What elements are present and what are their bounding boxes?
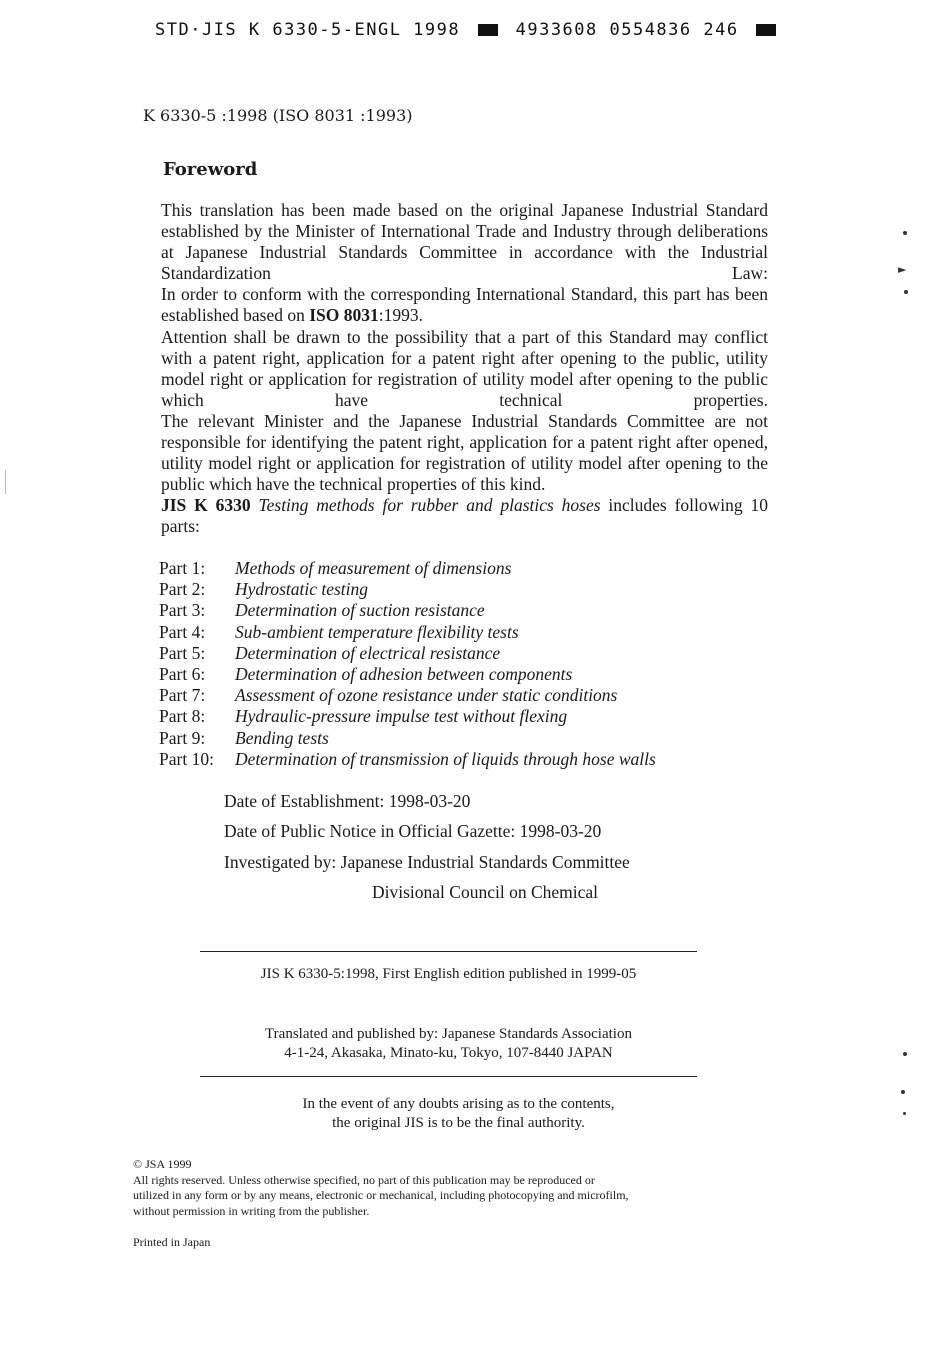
paragraph-iso-conformity (161, 284, 768, 326)
list-item (159, 622, 656, 643)
header-code-right: 4933608 0554836 246 (515, 20, 739, 40)
paragraph-patent-attention: Attention shall be drawn to the possibility that a part of this Standard may conflict with a patent right, application for a patent right after opening to the public, utility model right or application for registration of utility model after opening to the public which have technical properties. (161, 326, 768, 410)
foreword-body (161, 200, 768, 538)
list-item (159, 558, 656, 579)
part-number: Part 5: (159, 642, 206, 663)
part-number: Part 1: (159, 558, 206, 578)
rights-line: utilized in any form or by any means, electronic or mechanical, including photocopying and microfilm, (133, 1188, 629, 1202)
header-code (155, 20, 782, 40)
paragraph-responsibility: The relevant Minister and the Japanese Industrial Standards Committee are not responsible for identifying the patent right, application for a patent right after opened, utility model right or application for registration of utility model after opening to the public which have the technical properties of this kind. (161, 410, 768, 495)
part-title: Determination of electrical resistance (235, 642, 501, 663)
divider-bottom (200, 1076, 697, 1077)
list-item (159, 685, 656, 706)
publisher-line: Translated and published by: Japanese Standards Association (265, 1026, 632, 1042)
part-title: Determination of adhesion between components (235, 664, 573, 685)
edition-note: JIS K 6330-5:1998, First English edition published in 1999-05 (260, 966, 637, 982)
authority-note-line1: In the event of any doubts arising as to the contents, (302, 1096, 615, 1112)
list-item (159, 706, 656, 727)
scan-speck-icon (903, 231, 907, 235)
divisional-council: Divisional Council on Chemical (372, 882, 599, 902)
establishment-date: Date of Establishment: 1998-03-20 (224, 791, 471, 811)
scan-speck-icon (903, 1052, 907, 1056)
iso-year: :1993. (378, 305, 424, 326)
part-title: Hydraulic-pressure impulse test without flexing (235, 706, 568, 727)
rights-line: without permission in writing from the publisher. (133, 1203, 370, 1218)
paragraph-parts-intro (161, 495, 768, 537)
rights-line: All rights reserved. Unless otherwise specified, no part of this publication may be reproduced or (133, 1172, 595, 1187)
part-number: Part 8: (159, 706, 206, 727)
iso-reference: ISO 8031 (309, 305, 379, 326)
public-notice-date: Date of Public Notice in Official Gazette: 1998-03-20 (224, 821, 602, 841)
part-title: Assessment of ozone resistance under static conditions (235, 685, 618, 706)
barcode-block-end-icon (756, 24, 776, 36)
printed-in: Printed in Japan (133, 1235, 211, 1249)
scan-speck-icon (903, 1112, 906, 1115)
list-item (159, 728, 656, 749)
part-title: Hydrostatic testing (235, 579, 369, 600)
paragraph-iso-lead: In order to conform with the corresponding International Standard, this part has been established based on (161, 284, 768, 326)
list-item (159, 643, 656, 664)
part-title: Determination of transmission of liquids through hose walls (235, 748, 656, 769)
barcode-block-icon (478, 24, 498, 36)
document-id: K 6330-5 :1998 (ISO 8031 :1993) (143, 106, 413, 125)
scan-speck-icon (901, 1090, 905, 1094)
copyright-block (133, 1157, 629, 1219)
authority-note-line2: the original JIS is to be the final authority. (332, 1115, 585, 1131)
list-item (159, 600, 656, 621)
copyright-mark: © JSA 1999 (133, 1157, 192, 1171)
list-item (159, 749, 656, 770)
part-number: Part 3: (159, 600, 206, 621)
jis-code: JIS K 6330 (161, 495, 251, 516)
part-title: Methods of measurement of dimensions (235, 558, 512, 578)
parts-intro-tail: includes following 10 parts: (161, 495, 769, 537)
part-title: Sub-ambient temperature flexibility tests (235, 621, 519, 642)
part-number: Part 4: (159, 621, 206, 642)
scan-speck-icon (904, 290, 908, 294)
part-number: Part 7: (159, 685, 206, 706)
parts-list (159, 558, 656, 770)
jis-title: Testing methods for rubber and plastics hoses (258, 495, 601, 516)
part-number: Part 6: (159, 664, 206, 685)
publisher-address: 4-1-24, Akasaka, Minato-ku, Tokyo, 107-8440 JAPAN (284, 1045, 613, 1061)
scan-edge-mark (5, 470, 6, 494)
part-number: Part 10: (159, 748, 214, 769)
part-number: Part 9: (159, 727, 206, 748)
scan-arrow-icon: ► (898, 263, 907, 276)
header-code-left: STD·JIS K 6330-5-ENGL 1998 (155, 20, 461, 40)
divider-top (200, 951, 697, 952)
list-item (159, 664, 656, 685)
part-number: Part 2: (159, 579, 206, 600)
list-item (159, 579, 656, 600)
part-title: Bending tests (235, 727, 329, 748)
foreword-heading: Foreword (163, 159, 258, 180)
part-title: Determination of suction resistance (235, 600, 485, 621)
paragraph-translation-basis: This translation has been made based on the original Japanese Industrial Standard established by the Minister of International Trade and Industry through deliberations at Japanese Industrial Standards Committee in accordance with the Industrial Standardization Law: (161, 200, 768, 284)
investigated-by: Investigated by: Japanese Industrial Standards Committee (224, 852, 630, 872)
